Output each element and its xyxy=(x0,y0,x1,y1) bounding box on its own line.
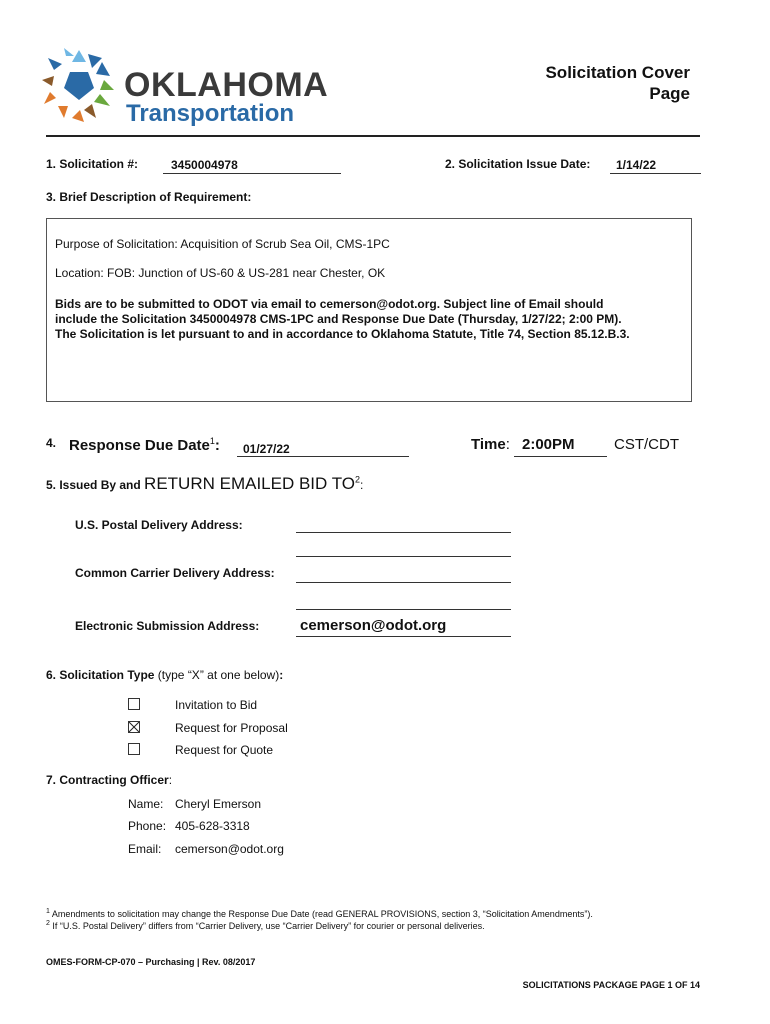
solicitation-type-label xyxy=(46,668,283,682)
description-bids-line-3: The Solicitation is let pursuant to and in accordance to Oklahoma Statute, Title 74, Section 85.12.B.3. xyxy=(55,327,630,341)
issue-date-value: 1/14/22 xyxy=(616,158,657,172)
option-request-for-quote: Request for Quote xyxy=(175,743,274,757)
footnote-2-number: 2 xyxy=(46,920,50,927)
page-number: SOLICITATIONS PACKAGE PAGE 1 OF 14 xyxy=(522,980,700,990)
electronic-address-label: Electronic Submission Address: xyxy=(75,619,260,633)
officer-email: cemerson@odot.org xyxy=(175,842,284,856)
response-due-text: Response Due Date xyxy=(69,437,210,454)
time-zone: CST/CDT xyxy=(614,436,679,453)
response-number: 4. xyxy=(46,436,57,450)
footnote-2 xyxy=(46,920,485,931)
solicitation-type-note: (type “X” at one below) xyxy=(154,668,280,682)
footnote-ref-2: 2 xyxy=(355,474,361,485)
issued-by-colon: : xyxy=(360,478,364,492)
time-label-text: Time xyxy=(471,436,506,453)
description-bids-line-2: include the Solicitation 3450004978 CMS-1PC and Response Due Date (Thursday, 1/27/22; 2:00 PM). xyxy=(55,312,622,326)
form-id: OMES-FORM-CP-070 – Purchasing | Rev. 08/2017 xyxy=(46,957,256,967)
footnote-2-text: If “U.S. Postal Delivery” differs from “Carrier Delivery, use “Carrier Delivery” for courier or personal deliveries. xyxy=(49,921,485,931)
checkbox-invitation-to-bid[interactable] xyxy=(128,698,140,710)
page-title xyxy=(430,62,690,104)
solicitation-number-field[interactable] xyxy=(163,156,341,174)
description-label: 3. Brief Description of Requirement: xyxy=(46,190,252,204)
title-line-1: Solicitation Cover xyxy=(545,63,690,82)
issued-by-small: 5. Issued By and xyxy=(46,478,145,492)
time-field[interactable] xyxy=(514,436,607,457)
return-emailed-bid-to: RETURN EMAILED BID TO xyxy=(144,474,356,493)
odot-logo-icon xyxy=(40,48,118,124)
response-due-colon: : xyxy=(214,437,220,454)
time-value: 2:00PM xyxy=(522,436,575,453)
option-invitation-to-bid: Invitation to Bid xyxy=(175,698,258,712)
carrier-address-label: Common Carrier Delivery Address: xyxy=(75,566,275,580)
contracting-officer-label xyxy=(46,773,172,787)
x-mark-icon xyxy=(129,722,139,732)
officer-name-label: Name: xyxy=(128,797,164,811)
carrier-address-field-2[interactable] xyxy=(296,592,511,610)
footnote-ref-1: 1 xyxy=(209,436,215,446)
time-colon: : xyxy=(505,436,510,453)
checkbox-request-for-proposal[interactable] xyxy=(128,721,140,733)
issue-date-field[interactable] xyxy=(610,156,701,174)
officer-phone-label: Phone: xyxy=(128,819,167,833)
carrier-address-field-1[interactable] xyxy=(296,565,511,583)
solicitation-type-colon: : xyxy=(279,668,284,682)
electronic-address-value: cemerson@odot.org xyxy=(300,617,447,634)
footnote-1-number: 1 xyxy=(46,908,50,915)
postal-address-label: U.S. Postal Delivery Address: xyxy=(75,518,243,532)
response-date-value: 01/27/22 xyxy=(243,442,290,456)
electronic-address-field[interactable] xyxy=(296,617,511,637)
officer-phone: 405-628-3318 xyxy=(175,819,250,833)
title-line-2: Page xyxy=(649,84,690,103)
description-box[interactable] xyxy=(46,218,692,402)
contracting-officer-text: 7. Contracting Officer xyxy=(46,773,169,787)
issue-date-label: 2. Solicitation Issue Date: xyxy=(445,157,591,171)
solicitation-number-label: 1. Solicitation #: xyxy=(46,157,139,171)
header-divider xyxy=(46,135,700,137)
solicitation-number-value: 3450004978 xyxy=(171,158,238,172)
time-label xyxy=(471,436,510,453)
logo-word-oklahoma: OKLAHOMA xyxy=(124,66,329,104)
issued-by-label xyxy=(46,474,363,494)
contracting-officer-colon: : xyxy=(168,773,173,787)
response-date-field[interactable] xyxy=(237,438,409,457)
footnote-1-text: Amendments to solicitation may change the Response Due Date (read GENERAL PROVISIONS, section 3, “Solicitation Amendments”). xyxy=(49,909,593,919)
checkbox-request-for-quote[interactable] xyxy=(128,743,140,755)
logo-word-transportation: Transportation xyxy=(126,100,295,127)
postal-address-field-1[interactable] xyxy=(296,515,511,533)
footnote-1 xyxy=(46,908,593,919)
officer-name: Cheryl Emerson xyxy=(175,797,262,811)
response-due-label xyxy=(69,436,220,454)
postal-address-field-2[interactable] xyxy=(296,539,511,557)
description-purpose: Purpose of Solicitation: Acquisition of Scrub Sea Oil, CMS-1PC xyxy=(55,237,390,251)
description-bids-line-1: Bids are to be submitted to ODOT via email to cemerson@odot.org. Subject line of Email should xyxy=(55,297,604,311)
option-request-for-proposal: Request for Proposal xyxy=(175,721,288,735)
solicitation-type-text: 6. Solicitation Type xyxy=(46,668,155,682)
officer-email-label: Email: xyxy=(128,842,162,856)
description-location: Location: FOB: Junction of US-60 & US-281 near Chester, OK xyxy=(55,266,386,280)
